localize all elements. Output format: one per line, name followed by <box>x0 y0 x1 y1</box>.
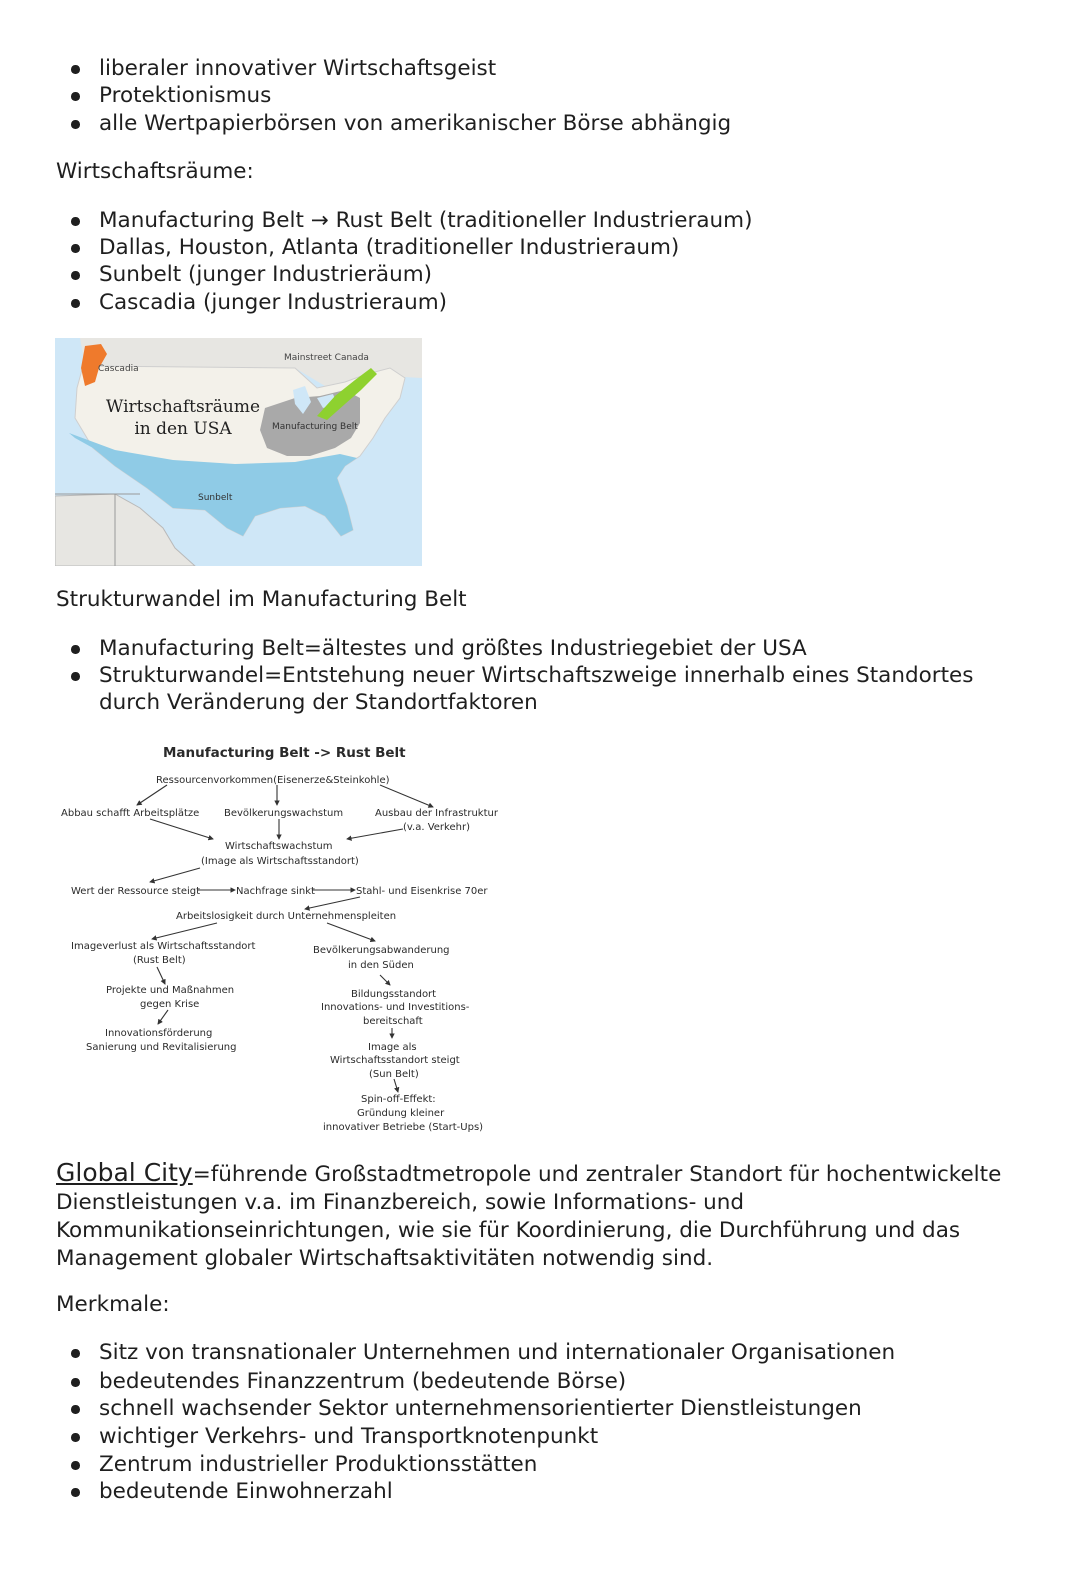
list-item: alle Wertpapierbörsen von amerikanischer Börse abhängig <box>56 110 731 137</box>
section-heading-wirtschaftsraeume: Wirtschaftsräume: <box>56 159 254 184</box>
flow-node-image: Image als <box>368 1042 417 1053</box>
flow-node-wachstum: Wirtschaftswachstum <box>225 841 333 852</box>
flow-node-projekte-sub: gegen Krise <box>140 999 200 1010</box>
flow-node-imageverlust-sub: (Rust Belt) <box>133 955 186 966</box>
flow-node-bildung-sub2: bereitschaft <box>363 1016 423 1027</box>
flow-node-bildung: Bildungsstandort <box>351 989 437 1000</box>
flow-node-arbeitslosigkeit: Arbeitslosigkeit durch Unternehmenspleiten <box>176 911 397 922</box>
list-item: wichtiger Verkehrs- und Transportknotenpunkt <box>56 1423 895 1450</box>
flow-node-abwanderung-sub: in den Süden <box>348 960 414 971</box>
list-item: liberaler innovativer Wirtschaftsgeist <box>56 55 731 82</box>
flow-node-bildung-sub1: Innovations- und Investitions- <box>321 1002 470 1013</box>
list-item: Dallas, Houston, Atlanta (traditioneller Industrieraum) <box>56 234 752 261</box>
flow-node-innovation-sub: Sanierung und Revitalisierung <box>86 1042 237 1053</box>
flow-node-abbau: Abbau schafft Arbeitsplätze <box>61 808 200 819</box>
flow-node-krise: Stahl- und Eisenkrise 70er <box>356 886 488 897</box>
flow-diagram <box>55 735 525 1135</box>
flow-node-spinoff-sub2: innovativer Betriebe (Start-Ups) <box>323 1122 484 1133</box>
map-label-sunbelt: Sunbelt <box>198 493 233 503</box>
wirtschaftsraeume-list <box>56 207 752 316</box>
flow-node-abwanderung: Bevölkerungsabwanderung <box>313 945 450 956</box>
map-title-line2: in den USA <box>134 419 232 439</box>
flow-node-spinoff: Spin-off-Effekt: <box>361 1094 436 1105</box>
intro-bullet-list <box>56 55 731 137</box>
flow-node-wachstum-sub: (Image als Wirtschaftsstandort) <box>201 856 359 867</box>
list-item: Manufacturing Belt=ältestes und größtes Industriegebiet der USA <box>56 635 1016 662</box>
map-title-line1: Wirtschaftsräume <box>105 397 261 417</box>
flow-node-infrastruktur-sub: (v.a. Verkehr) <box>403 822 470 833</box>
flow-node-innovation: Innovationsförderung <box>105 1028 213 1039</box>
strukturwandel-list <box>56 635 1016 716</box>
flow-node-infrastruktur: Ausbau der Infrastruktur <box>375 808 498 819</box>
list-item: Strukturwandel=Entstehung neuer Wirtschaftszweige innerhalb eines Standortes durch Veränderung der Standortfaktoren <box>56 662 1016 716</box>
flow-node-image-sub1: Wirtschaftsstandort steigt <box>330 1055 460 1066</box>
flow-node-image-sub2: (Sun Belt) <box>369 1069 419 1080</box>
section-heading-merkmale: Merkmale: <box>56 1292 170 1317</box>
global-city-term: Global City <box>56 1158 193 1187</box>
list-item: Zentrum industrieller Produktionsstätten <box>56 1451 895 1478</box>
flow-node-nachfrage: Nachfrage sinkt <box>236 886 315 897</box>
flow-node-imageverlust: Imageverlust als Wirtschaftsstandort <box>71 941 256 952</box>
list-item: Sunbelt (junger Industrieräum) <box>56 261 752 288</box>
list-item: Protektionismus <box>56 82 731 109</box>
map-label-manufacturing: Manufacturing Belt <box>272 422 358 432</box>
section-heading-strukturwandel: Strukturwandel im Manufacturing Belt <box>56 587 467 612</box>
list-item: Manufacturing Belt → Rust Belt (traditioneller Industrieraum) <box>56 207 752 234</box>
usa-economic-regions-map <box>55 338 422 566</box>
map-label-cascadia: Cascadia <box>98 364 139 374</box>
flow-node-bevoelkerung: Bevölkerungswachstum <box>224 808 344 819</box>
flow-node-wert: Wert der Ressource steigt <box>71 886 201 897</box>
merkmale-list <box>56 1339 895 1505</box>
flow-node-projekte: Projekte und Maßnahmen <box>106 985 235 996</box>
map-label-mainstreet: Mainstreet Canada <box>284 353 369 363</box>
flow-title: Manufacturing Belt -> Rust Belt <box>163 745 406 761</box>
flow-node-spinoff-sub1: Gründung kleiner <box>357 1108 445 1119</box>
list-item: bedeutendes Finanzzentrum (bedeutende Börse) <box>56 1368 895 1395</box>
list-item: bedeutende Einwohnerzahl <box>56 1478 895 1505</box>
list-item: Sitz von transnationaler Unternehmen und internationaler Organisationen <box>56 1339 895 1366</box>
list-item: schnell wachsender Sektor unternehmensorientierter Dienstleistungen <box>56 1395 895 1422</box>
global-city-definition <box>56 1159 1016 1273</box>
list-item: Cascadia (junger Industrieraum) <box>56 289 752 316</box>
flow-node-ressourcen: Ressourcenvorkommen(Eisenerze&Steinkohle) <box>156 775 390 786</box>
global-city-text: =führende Großstadtmetropole und zentraler Standort für hochentwickelte Dienstleistungen v.a. im Finanzbereich, sowie Informations- und Kommunikationseinrichtungen, wie sie für Koordinierung, die Durchführung und das Management globaler Wirtschaftsaktivitäten notwendig sind. <box>56 1162 1002 1271</box>
